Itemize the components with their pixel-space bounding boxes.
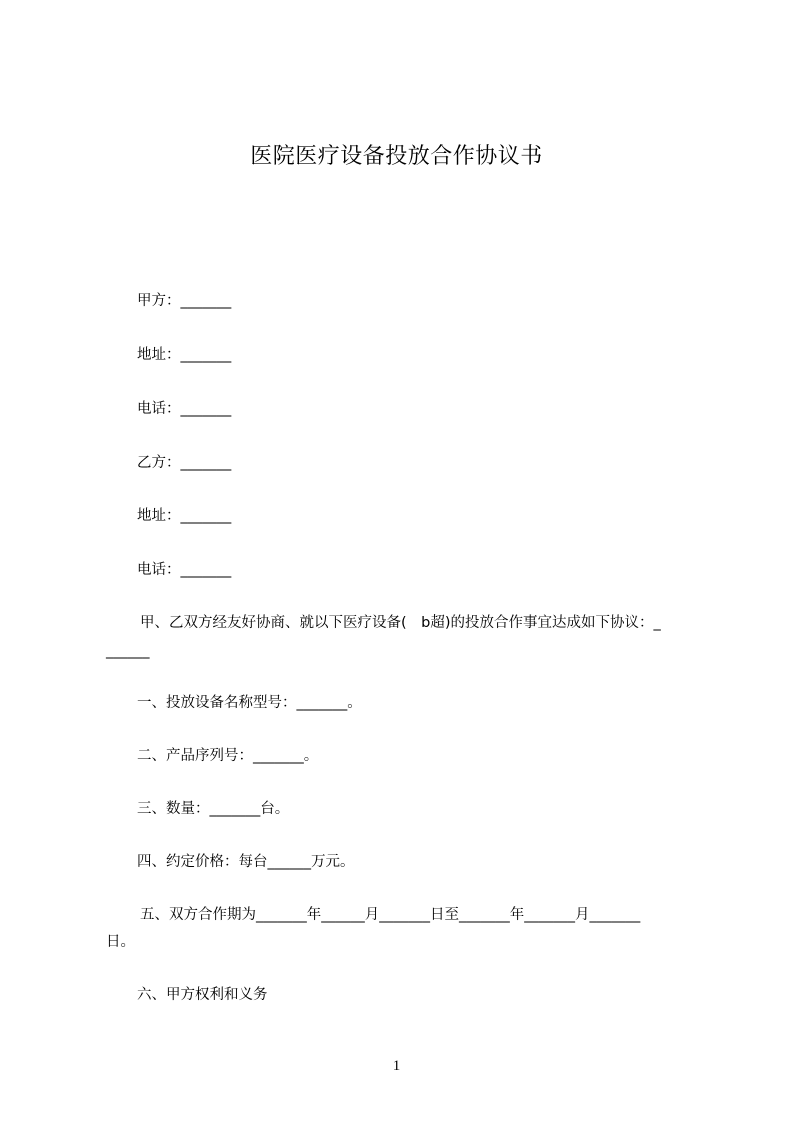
preamble-line-1: 甲、乙双方经友好协商、就以下医疗设备( b超)的投放合作事宜达成如下协议：_ — [140, 615, 661, 631]
preamble-line-2: ______ — [106, 643, 150, 659]
clause-2: 二、产品序列号：_______。 — [137, 748, 319, 764]
page-title: 医院医疗设备投放合作协议书 — [250, 144, 543, 169]
page-number: 1 — [392, 1058, 401, 1074]
party-b-name-line: 乙方：_______ — [137, 455, 232, 471]
clause-5-line-1: 五、双方合作期为_______年______月_______日至_______年_______月_______ — [140, 907, 641, 923]
clause-1: 一、投放设备名称型号：_______。 — [137, 695, 362, 711]
party-b-phone-line: 电话：_______ — [137, 562, 232, 578]
clause-6-heading: 六、甲方权利和义务 — [137, 987, 268, 1003]
clause-4: 四、约定价格：每台______万元。 — [137, 854, 355, 870]
clause-5-line-2: 日。 — [106, 934, 135, 950]
party-a-phone-line: 电话：_______ — [137, 401, 232, 417]
party-b-address-line: 地址：_______ — [137, 508, 232, 524]
clause-3: 三、数量：_______台。 — [137, 801, 290, 817]
party-a-address-line: 地址：_______ — [137, 347, 232, 363]
party-a-name-line: 甲方：_______ — [137, 293, 232, 309]
